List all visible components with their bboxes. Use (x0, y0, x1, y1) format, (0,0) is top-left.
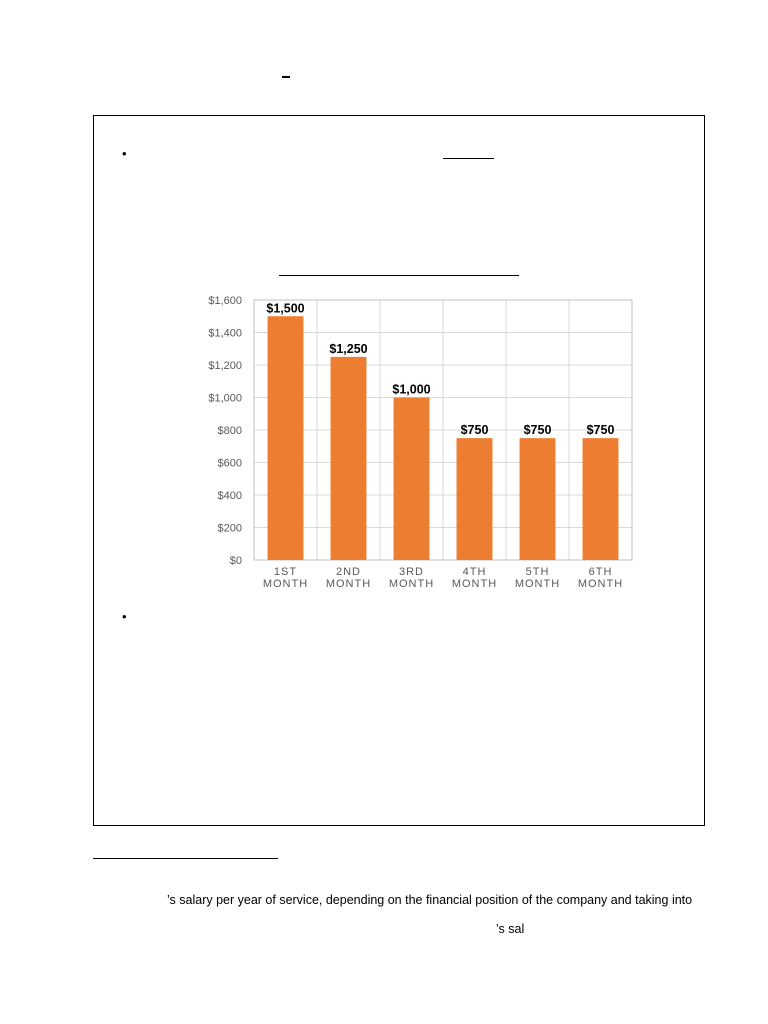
heading-dash (282, 76, 290, 78)
x-tick-label: MONTH (451, 578, 498, 590)
x-tick-label: 2ND (335, 566, 362, 578)
underline-blank (443, 158, 494, 159)
bar-2 (331, 357, 367, 560)
x-tick-label: 4TH (462, 566, 487, 578)
x-tick-label: 3RD (398, 566, 425, 578)
data-label-3: $1,000 (392, 382, 431, 397)
data-label-1: $1,500 (266, 301, 305, 316)
bar-4 (457, 438, 493, 560)
footnote-separator (93, 858, 278, 859)
chart-grid (254, 300, 632, 560)
data-label-6: $750 (586, 423, 615, 438)
y-tick-label: $1,200 (208, 360, 242, 372)
y-tick-label: $1,000 (208, 392, 242, 405)
data-label-2: $1,250 (329, 341, 368, 356)
x-tick-label: 5TH (525, 566, 550, 578)
chart-title-underline (279, 275, 519, 276)
y-tick-label: $800 (217, 425, 242, 437)
data-label-4: $750 (460, 423, 489, 438)
y-tick-label: $400 (217, 490, 242, 502)
bar-5 (520, 438, 556, 560)
y-tick-label: $1,600 (208, 295, 242, 307)
x-tick-label: MONTH (577, 578, 624, 590)
bullet-1: • (122, 146, 127, 161)
x-tick-label: MONTH (388, 578, 435, 590)
footnote-line-1: ’s salary per year of service, depending on the financial position of the company and taking into (167, 893, 693, 907)
bar-1 (268, 316, 304, 560)
x-tick-label: MONTH (325, 578, 372, 590)
footnote-line-2: ’s sal (496, 922, 525, 936)
bar-chart (195, 290, 645, 595)
x-tick-label: 6TH (588, 566, 613, 578)
bullet-2: • (122, 609, 127, 624)
y-tick-label: $600 (217, 457, 242, 470)
data-label-5: $750 (523, 423, 552, 438)
bar-6 (583, 438, 619, 560)
x-tick-label: 1ST (273, 566, 298, 578)
y-tick-label: $200 (217, 522, 242, 535)
y-tick-label: $0 (229, 555, 242, 567)
x-tick-label: MONTH (514, 578, 561, 590)
bar-3 (394, 398, 430, 561)
y-tick-label: $1,400 (208, 327, 242, 340)
x-tick-label: MONTH (262, 578, 309, 590)
